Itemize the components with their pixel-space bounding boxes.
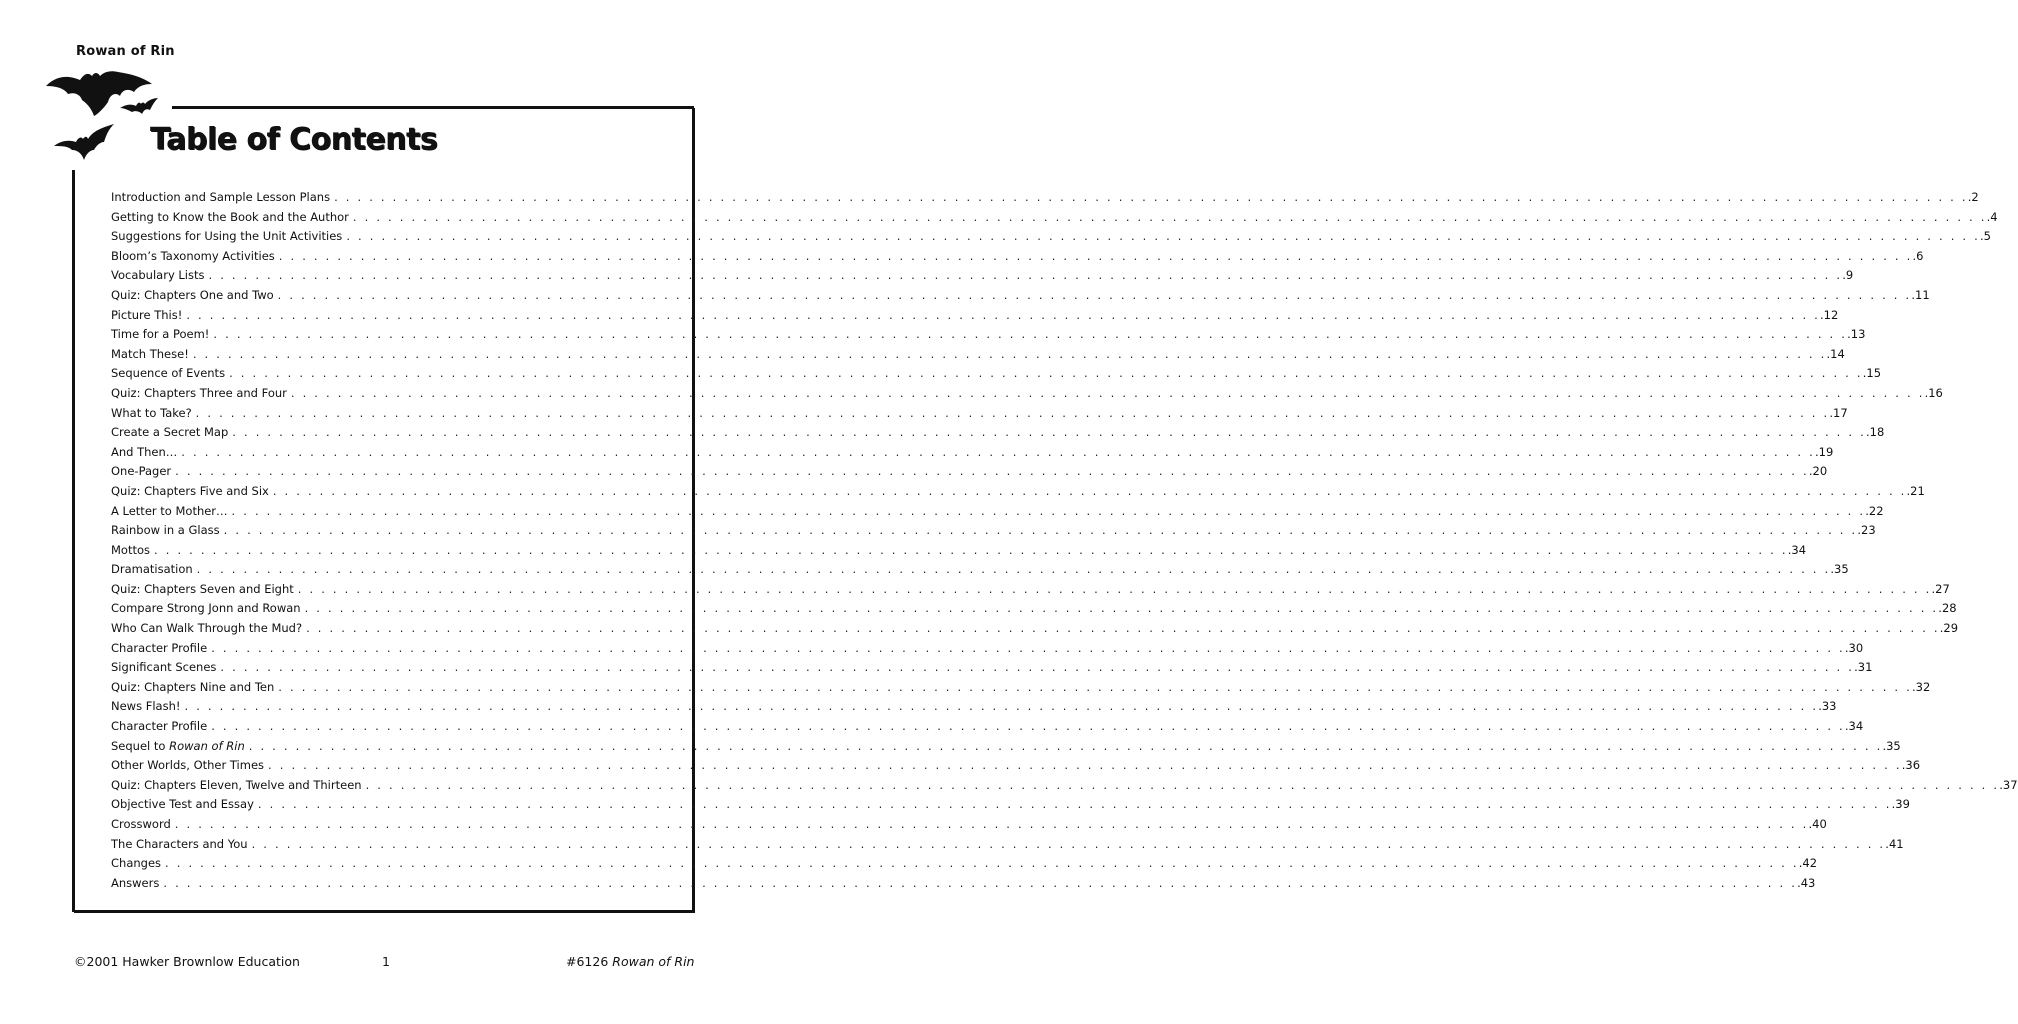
toc-leader-dots: . . . . . . . . . . . . . . . . . . . . . . . . . . . . . . . . . . . . . . . . . . . . . . . . . . . . . . . . . . . . . . . . . . . . . . . . . . . . . . . . . . . . . . . . . . . . . . . . . . . . . . . . . . . . . . . . . . . . . . . . . . . . . . . . . . . . . . . . . . . . xyxy=(229,366,1863,381)
toc-entry xyxy=(111,503,1884,524)
toc-entry-page: .36 xyxy=(1901,758,1921,773)
toc-entry-label-text: Picture This! xyxy=(111,307,183,322)
toc-leader-dots: . . . . . . . . . . . . . . . . . . . . . . . . . . . . . . . . . . . . . . . . . . . . . . . . . . . . . . . . . . . . . . . . . . . . . . . . . . . . . . . . . . . . . . . . . . . . . . . . . . . . . . . . . . . . . . . . . . . . . . . . . . . . . . . . . . . . . . . . . . . . xyxy=(186,307,1821,322)
toc-entry-page: .9 xyxy=(1842,268,1854,283)
toc-entry-label xyxy=(111,876,163,890)
toc-leader-dots: . . . . . . . . . . . . . . . . . . . . . . . . . . . . . . . . . . . . . . . . . . . . . . . . . . . . . . . . . . . . . . . . . . . . . . . . . . . . . . . . . . . . . . . . . . . . . . . . . . . . . . . . . . . . . . . . . . . . . . . . . . . . . . . . . . . . . . . . . . . . xyxy=(195,405,1830,420)
toc-entry-label-text: Match These! xyxy=(111,346,189,361)
toc-entry-label xyxy=(111,778,366,792)
toc-leader-dots: . . . . . . . . . . . . . . . . . . . . . . . . . . . . . . . . . . . . . . . . . . . . . . . . . . . . . . . . . . . . . . . . . . . . . . . . . . . . . . . . . . . . . . . . . . . . . . . . . . . . . . . . . . . . . . . . . . . . . . . . . . . . . . . . . . . . . . . . . . . . xyxy=(211,719,1845,734)
toc-entry-label xyxy=(111,229,346,243)
toc-leader-dots: . . . . . . . . . . . . . . . . . . . . . . . . . . . . . . . . . . . . . . . . . . . . . . . . . . . . . . . . . . . . . . . . . . . . . . . . . . . . . . . . . . . . . . . . . . . . . . . . . . . . . . . . . . . . . . . . . . . . . . . . . . . . . . . . . . . . . . . . . . . . xyxy=(174,817,1809,831)
footer-catalog xyxy=(566,954,694,969)
toc-entry xyxy=(111,699,1837,719)
toc-entry-label-text: Suggestions for Using the Unit Activities xyxy=(111,229,343,244)
toc-leader-dots: . . . . . . . . . . . . . . . . . . . . . . . . . . . . . . . . . . . . . . . . . . . . . . . . . . . . . . . . . . . . . . . . . . . . . . . . . . . . . . . . . . . . . . . . . . . . . . . . . . . . . . . . . . . . . . . . . . . . . . . . . . . . . . . . . . . . . . . . . . . . xyxy=(268,758,1902,773)
toc-entry-label-text: Quiz: Chapters Three and Four xyxy=(111,385,287,400)
toc-entry xyxy=(111,777,2018,798)
toc-entry-page: .23 xyxy=(1857,523,1876,538)
toc-entry-label xyxy=(111,347,193,361)
toc-entry-page: .37 xyxy=(1999,777,2018,792)
toc-leader-dots: . . . . . . . . . . . . . . . . . . . . . . . . . . . . . . . . . . . . . . . . . . . . . . . . . . . . . . . . . . . . . . . . . . . . . . . . . . . . . . . . . . . . . . . . . . . . . . . . . . . . . . . . . . . . . . . . . . . . . . . . . . . . . . . . . . . . . . . . . . . . xyxy=(165,856,1799,871)
toc-leader-dots: . . . . . . . . . . . . . . . . . . . . . . . . . . . . . . . . . . . . . . . . . . . . . . . . . . . . . . . . . . . . . . . . . . . . . . . . . . . . . . . . . . . . . . . . . . . . . . . . . . . . . . . . . . . . . . . . . . . . . . . . . . . . . . . . . . . . . . . . . . . . xyxy=(154,542,1788,557)
toc-entry xyxy=(111,209,1998,230)
toc-entry-label-text: Quiz: Chapters Eleven, Twelve and Thirteen xyxy=(111,777,362,792)
toc-entry-label-text: Significant Scenes xyxy=(111,660,217,675)
toc-entry-label xyxy=(111,268,209,282)
toc-entry-page: .32 xyxy=(1911,679,1931,694)
toc-entry-page: .18 xyxy=(1865,425,1885,440)
toc-entry xyxy=(111,190,1979,210)
footer-page-number: 1 xyxy=(382,954,390,969)
toc-entry-label-text: The Characters and You xyxy=(111,836,248,851)
toc-entry-label-text: Other Worlds, Other Times xyxy=(111,758,265,773)
toc-entry-page: .12 xyxy=(1820,307,1839,322)
toc-leader-dots: . . . . . . . . . . . . . . . . . . . . . . . . . . . . . . . . . . . . . . . . . . . . . . . . . . . . . . . . . . . . . . . . . . . . . . . . . . . . . . . . . . . . . . . . . . . . . . . . . . . . . . . . . . . . . . . . . . . . . . . . . . . . . . . . . . . . . . . . . . . . xyxy=(192,346,1827,361)
toc-entry-label-text: Getting to Know the Book and the Author xyxy=(111,209,349,224)
toc-entry-page: .20 xyxy=(1808,464,1828,479)
toc-entry-page: .42 xyxy=(1798,856,1818,871)
toc-leader-dots: . . . . . . . . . . . . . . . . . . . . . . . . . . . . . . . . . . . . . . . . . . . . . . . . . . . . . . . . . . . . . . . . . . . . . . . . . . . . . . . . . . . . . . . . . . . . . . . . . . . . . . . . . . . . . . . . . . . . . . . . . . . . . . . . . . . . . . . . . . . . xyxy=(213,327,1848,342)
toc-entry xyxy=(111,621,1959,641)
toc-entry-label xyxy=(111,425,232,439)
toc-entry xyxy=(111,483,1925,504)
toc-entry xyxy=(111,719,1864,739)
toc-entry xyxy=(111,797,1910,817)
toc-entry xyxy=(111,758,1921,778)
toc-entry xyxy=(111,601,1957,621)
toc-entry-label-text: Answers xyxy=(111,875,160,890)
toc-entry-label xyxy=(111,543,154,557)
toc-entry-label xyxy=(111,523,224,537)
toc-entry-label xyxy=(111,837,252,851)
toc-entry-label-text: Create a Secret Map xyxy=(111,425,229,440)
toc-leader-dots: . . . . . . . . . . . . . . . . . . . . . . . . . . . . . . . . . . . . . . . . . . . . . . . . . . . . . . . . . . . . . . . . . . . . . . . . . . . . . . . . . . . . . . . . . . . . . . . . . . . . . . . . . . . . . . . . . . . . . . . . . . . . . . . . . . . . . . . . . . . . xyxy=(306,621,1940,636)
toc-leader-dots: . . . . . . . . . . . . . . . . . . . . . . . . . . . . . . . . . . . . . . . . . . . . . . . . . . . . . . . . . . . . . . . . . . . . . . . . . . . . . . . . . . . . . . . . . . . . . . . . . . . . . . . . . . . . . . . . . . . . . . . . . . . . . . . . . . . . . . . . . . . . xyxy=(251,836,1886,851)
toc-leader-dots: . . . . . . . . . . . . . . . . . . . . . . . . . . . . . . . . . . . . . . . . . . . . . . . . . . . . . . . . . . . . . . . . . . . . . . . . . . . . . . . . . . . . . . . . . . . . . . . . . . . . . . . . . . . . . . . . . . . . . . . . . . . . . . . . . . . . . . . . . . . . xyxy=(346,229,1981,244)
toc-entry xyxy=(111,660,1873,680)
toc-entry-label xyxy=(111,758,268,772)
toc-leader-dots: . . . . . . . . . . . . . . . . . . . . . . . . . . . . . . . . . . . . . . . . . . . . . . . . . . . . . . . . . . . . . . . . . . . . . . . . . . . . . . . . . . . . . . . . . . . . . . . . . . . . . . . . . . . . . . . . . . . . . . . . . . . . . . . . . . . . . . . . . . . . xyxy=(231,503,1866,518)
toc-leader-dots: . . . . . . . . . . . . . . . . . . . . . . . . . . . . . . . . . . . . . . . . . . . . . . . . . . . . . . . . . . . . . . . . . . . . . . . . . . . . . . . . . . . . . . . . . . . . . . . . . . . . . . . . . . . . . . . . . . . . . . . . . . . . . . . . . . . . . . . . . . . . xyxy=(297,581,1932,596)
toc-entry xyxy=(111,346,1845,367)
toc-entry xyxy=(111,385,1943,406)
toc-entry xyxy=(111,581,1950,602)
toc-leader-dots: . . . . . . . . . . . . . . . . . . . . . . . . . . . . . . . . . . . . . . . . . . . . . . . . . . . . . . . . . . . . . . . . . . . . . . . . . . . . . . . . . . . . . . . . . . . . . . . . . . . . . . . . . . . . . . . . . . . . . . . . . . . . . . . . . . . . . . . . . . . . xyxy=(184,699,1819,714)
toc-leader-dots: . . . . . . . . . . . . . . . . . . . . . . . . . . . . . . . . . . . . . . . . . . . . . . . . . . . . . . . . . . . . . . . . . . . . . . . . . . . . . . . . . . . . . . . . . . . . . . . . . . . . . . . . . . . . . . . . . . . . . . . . . . . . . . . . . . . . . . . . . . . . xyxy=(352,209,1987,224)
toc-entry-label xyxy=(111,327,213,341)
toc-entry-page: .41 xyxy=(1885,836,1904,851)
toc-leader-dots: . . . . . . . . . . . . . . . . . . . . . . . . . . . . . . . . . . . . . . . . . . . . . . . . . . . . . . . . . . . . . . . . . . . . . . . . . . . . . . . . . . . . . . . . . . . . . . . . . . . . . . . . . . . . . . . . . . . . . . . . . . . . . . . . . . . . . . . . . . . . xyxy=(277,287,1912,302)
toc-entry-page: .17 xyxy=(1829,405,1848,420)
toc-entry-label xyxy=(111,288,278,302)
toc-entry-label-text: Character Profile xyxy=(111,640,208,655)
toc-leader-dots: . . . . . . . . . . . . . . . . . . . . . . . . . . . . . . . . . . . . . . . . . . . . . . . . . . . . . . . . . . . . . . . . . . . . . . . . . . . . . . . . . . . . . . . . . . . . . . . . . . . . . . . . . . . . . . . . . . . . . . . . . . . . . . . . . . . . . . . . . . . . xyxy=(334,190,1968,204)
toc-entry xyxy=(111,562,1849,582)
toc-entry xyxy=(111,405,1848,426)
toc-entry-page: .15 xyxy=(1862,366,1882,381)
toc-entry-label-text: Rainbow in a Glass xyxy=(111,523,220,538)
toc-entry-page: .40 xyxy=(1808,817,1827,831)
toc-entry-label xyxy=(111,366,229,380)
toc-entry-label xyxy=(111,249,279,263)
toc-entry-label xyxy=(111,308,186,322)
toc-leader-dots: . . . . . . . . . . . . . . . . . . . . . . . . . . . . . . . . . . . . . . . . . . . . . . . . . . . . . . . . . . . . . . . . . . . . . . . . . . . . . . . . . . . . . . . . . . . . . . . . . . . . . . . . . . . . . . . . . . . . . . . . . . . . . . . . . . . . . . . . . . . . xyxy=(272,483,1907,498)
toc-entry-label xyxy=(111,856,165,870)
toc-entry-label xyxy=(111,660,220,674)
toc-leader-dots: . . . . . . . . . . . . . . . . . . . . . . . . . . . . . . . . . . . . . . . . . . . . . . . . . . . . . . . . . . . . . . . . . . . . . . . . . . . . . . . . . . . . . . . . . . . . . . . . . . . . . . . . . . . . . . . . . . . . . . . . . . . . . . . . . . . . . . . . . . . . xyxy=(278,248,1913,263)
footer-copyright: ©2001 Hawker Brownlow Education xyxy=(74,954,300,969)
toc-entry-label-italic: Rowan of Rin xyxy=(169,738,245,753)
toc-entry-page: .14 xyxy=(1826,346,1845,361)
toc-entry-label xyxy=(111,210,353,224)
toc-entry-label-text: Quiz: Chapters Five and Six xyxy=(111,483,269,498)
footer-catalog-title: Rowan of Rin xyxy=(612,954,695,969)
toc-entry-label xyxy=(111,719,211,733)
toc-entry-label-text: Vocabulary Lists xyxy=(111,268,205,283)
toc-entry-page: .2 xyxy=(1967,190,1979,204)
toc-entry-label xyxy=(111,582,298,596)
toc-entry-label xyxy=(111,797,258,811)
toc-entry-page: .35 xyxy=(1882,738,1901,753)
toc-entry-page: .30 xyxy=(1844,640,1864,655)
toc-entry xyxy=(111,875,1816,896)
toc-leader-dots: . . . . . . . . . . . . . . . . . . . . . . . . . . . . . . . . . . . . . . . . . . . . . . . . . . . . . . . . . . . . . . . . . . . . . . . . . . . . . . . . . . . . . . . . . . . . . . . . . . . . . . . . . . . . . . . . . . . . . . . . . . . . . . . . . . . . . . . . . . . . xyxy=(220,660,1855,675)
toc-entry xyxy=(111,229,1991,249)
toc-entry-label-text: Quiz: Chapters Seven and Eight xyxy=(111,581,294,596)
toc-leader-dots: . . . . . . . . . . . . . . . . . . . . . . . . . . . . . . . . . . . . . . . . . . . . . . . . . . . . . . . . . . . . . . . . . . . . . . . . . . . . . . . . . . . . . . . . . . . . . . . . . . . . . . . . . . . . . . . . . . . . . . . . . . . . . . . . . . . . . . . . . . . . xyxy=(365,777,2000,792)
toc-entry-label xyxy=(111,386,291,400)
toc-entry-label-text: Time for a Poem! xyxy=(111,327,210,342)
toc-entry xyxy=(111,307,1839,328)
toc-leader-dots: . . . . . . . . . . . . . . . . . . . . . . . . . . . . . . . . . . . . . . . . . . . . . . . . . . . . . . . . . . . . . . . . . . . . . . . . . . . . . . . . . . . . . . . . . . . . . . . . . . . . . . . . . . . . . . . . . . . . . . . . . . . . . . . . . . . . . . . . . . . . xyxy=(211,640,1845,655)
toc-entry-page: .4 xyxy=(1986,209,1998,224)
toc-entry-label xyxy=(111,562,197,576)
toc-entry-page: .28 xyxy=(1938,601,1957,616)
toc-entry-label-text: What to Take? xyxy=(111,405,192,420)
toc-entry xyxy=(111,679,1931,700)
toc-entry-label-text: Compare Strong Jonn and Rowan xyxy=(111,601,301,616)
toc-entry xyxy=(111,523,1876,543)
toc-entry-label xyxy=(111,641,211,655)
toc-leader-dots: . . . . . . . . . . . . . . . . . . . . . . . . . . . . . . . . . . . . . . . . . . . . . . . . . . . . . . . . . . . . . . . . . . . . . . . . . . . . . . . . . . . . . . . . . . . . . . . . . . . . . . . . . . . . . . . . . . . . . . . . . . . . . . . . . . . . . . . . . . . . xyxy=(290,385,1925,400)
toc-entry-label xyxy=(111,406,196,420)
toc-entry-label-text: Sequence of Events xyxy=(111,366,226,381)
toc-entry-page: .16 xyxy=(1924,385,1943,400)
toc-entry xyxy=(111,640,1864,661)
toc-entry xyxy=(111,856,1818,876)
toc-entry-label xyxy=(111,817,175,831)
toc-entry-label-text: Objective Test and Essay xyxy=(111,797,254,812)
toc-entry-page: .6 xyxy=(1912,248,1924,263)
toc-entry-label-text: Dramatisation xyxy=(111,562,193,577)
toc-leader-dots: . . . . . . . . . . . . . . . . . . . . . . . . . . . . . . . . . . . . . . . . . . . . . . . . . . . . . . . . . . . . . . . . . . . . . . . . . . . . . . . . . . . . . . . . . . . . . . . . . . . . . . . . . . . . . . . . . . . . . . . . . . . . . . . . . . . . . . . . . . . . xyxy=(208,268,1843,283)
toc-entry-label xyxy=(111,190,334,204)
toc-entry-page: .19 xyxy=(1815,444,1834,459)
toc-entry-label-text: Character Profile xyxy=(111,719,208,734)
toc-leader-dots: . . . . . . . . . . . . . . . . . . . . . . . . . . . . . . . . . . . . . . . . . . . . . . . . . . . . . . . . . . . . . . . . . . . . . . . . . . . . . . . . . . . . . . . . . . . . . . . . . . . . . . . . . . . . . . . . . . . . . . . . . . . . . . . . . . . . . . . . . . . . xyxy=(163,875,1798,890)
header-book-title: Rowan of Rin xyxy=(76,44,175,59)
toc-entry-page: .31 xyxy=(1854,660,1873,675)
toc-entry-page: .11 xyxy=(1911,287,1930,302)
toc-entry xyxy=(111,542,1807,563)
toc-leader-dots: . . . . . . . . . . . . . . . . . . . . . . . . . . . . . . . . . . . . . . . . . . . . . . . . . . . . . . . . . . . . . . . . . . . . . . . . . . . . . . . . . . . . . . . . . . . . . . . . . . . . . . . . . . . . . . . . . . . . . . . . . . . . . . . . . . . . . . . . . . . . xyxy=(223,523,1858,538)
toc-entry-label xyxy=(111,484,273,498)
toc-entry-label xyxy=(111,699,184,713)
toc-entry-page: .13 xyxy=(1847,327,1866,342)
toc-entry xyxy=(111,268,1854,288)
toc-entry xyxy=(111,738,1901,759)
toc-entry xyxy=(111,248,1924,269)
toc-entry-label xyxy=(111,739,249,753)
toc-entry xyxy=(111,425,1885,445)
toc-leader-dots: . . . . . . . . . . . . . . . . . . . . . . . . . . . . . . . . . . . . . . . . . . . . . . . . . . . . . . . . . . . . . . . . . . . . . . . . . . . . . . . . . . . . . . . . . . . . . . . . . . . . . . . . . . . . . . . . . . . . . . . . . . . . . . . . . . . . . . . . . . . . xyxy=(278,679,1912,694)
toc-entry-label-text: Introduction and Sample Lesson Plans xyxy=(111,190,331,204)
toc-entry xyxy=(111,287,1930,308)
toc-entry-label xyxy=(111,504,232,518)
toc-leader-dots: . . . . . . . . . . . . . . . . . . . . . . . . . . . . . . . . . . . . . . . . . . . . . . . . . . . . . . . . . . . . . . . . . . . . . . . . . . . . . . . . . . . . . . . . . . . . . . . . . . . . . . . . . . . . . . . . . . . . . . . . . . . . . . . . . . . . . . . . . . . . xyxy=(175,464,1809,479)
toc-entry-label xyxy=(111,445,181,459)
toc-entry-page: .33 xyxy=(1818,699,1837,714)
footer-catalog-prefix: #6126 xyxy=(566,954,613,969)
toc-entry-page: .34 xyxy=(1844,719,1864,734)
toc-entry-label-text: Mottos xyxy=(111,542,151,557)
toc-entry xyxy=(111,817,1827,837)
toc-entry xyxy=(111,327,1866,347)
toc-entry xyxy=(111,464,1828,484)
toc-entry-label-text: A Letter to Mother… xyxy=(111,503,228,518)
toc-entry-label-text: Crossword xyxy=(111,817,171,831)
toc-entry-label-text: Quiz: Chapters Nine and Ten xyxy=(111,679,275,694)
toc-leader-dots: . . . . . . . . . . . . . . . . . . . . . . . . . . . . . . . . . . . . . . . . . . . . . . . . . . . . . . . . . . . . . . . . . . . . . . . . . . . . . . . . . . . . . . . . . . . . . . . . . . . . . . . . . . . . . . . . . . . . . . . . . . . . . . . . . . . . . . . . . . . . xyxy=(248,738,1883,753)
toc-entry-page: .27 xyxy=(1931,581,1950,596)
toc-leader-dots: . . . . . . . . . . . . . . . . . . . . . . . . . . . . . . . . . . . . . . . . . . . . . . . . . . . . . . . . . . . . . . . . . . . . . . . . . . . . . . . . . . . . . . . . . . . . . . . . . . . . . . . . . . . . . . . . . . . . . . . . . . . . . . . . . . . . . . . . . . . . xyxy=(181,444,1815,459)
toc-entry-page: .39 xyxy=(1891,797,1910,812)
toc-entry-page: .43 xyxy=(1797,875,1816,890)
toc-entry-label xyxy=(111,621,306,635)
page-title: Table of Contents xyxy=(150,122,438,157)
toc-entry-page: .5 xyxy=(1980,229,1991,244)
toc-entry-label-text: Who Can Walk Through the Mud? xyxy=(111,621,303,636)
toc-entry-page: .34 xyxy=(1787,542,1807,557)
toc-entry xyxy=(111,444,1834,465)
toc-entry-label xyxy=(111,601,305,615)
toc-entry-label-text: Bloom’s Taxonomy Activities xyxy=(111,248,275,263)
toc-entry xyxy=(111,366,1882,386)
toc-leader-dots: . . . . . . . . . . . . . . . . . . . . . . . . . . . . . . . . . . . . . . . . . . . . . . . . . . . . . . . . . . . . . . . . . . . . . . . . . . . . . . . . . . . . . . . . . . . . . . . . . . . . . . . . . . . . . . . . . . . . . . . . . . . . . . . . . . . . . . . . . . . . xyxy=(232,425,1866,440)
toc-leader-dots: . . . . . . . . . . . . . . . . . . . . . . . . . . . . . . . . . . . . . . . . . . . . . . . . . . . . . . . . . . . . . . . . . . . . . . . . . . . . . . . . . . . . . . . . . . . . . . . . . . . . . . . . . . . . . . . . . . . . . . . . . . . . . . . . . . . . . . . . . . . . xyxy=(196,562,1831,577)
toc-entry-page: .29 xyxy=(1939,621,1959,636)
toc-list xyxy=(111,190,2018,895)
toc-entry-page: .22 xyxy=(1865,503,1884,518)
toc-entry-label-text: News Flash! xyxy=(111,699,181,714)
toc-entry-label xyxy=(111,680,278,694)
toc-leader-dots: . . . . . . . . . . . . . . . . . . . . . . . . . . . . . . . . . . . . . . . . . . . . . . . . . . . . . . . . . . . . . . . . . . . . . . . . . . . . . . . . . . . . . . . . . . . . . . . . . . . . . . . . . . . . . . . . . . . . . . . . . . . . . . . . . . . . . . . . . . . . xyxy=(257,797,1892,812)
toc-entry-page: .35 xyxy=(1830,562,1849,577)
toc-entry-label-text: One-Pager xyxy=(111,464,172,479)
toc-entry-label-text: Changes xyxy=(111,856,162,871)
toc-entry-label xyxy=(111,464,175,478)
toc-entry-page: .21 xyxy=(1906,483,1925,498)
toc-leader-dots: . . . . . . . . . . . . . . . . . . . . . . . . . . . . . . . . . . . . . . . . . . . . . . . . . . . . . . . . . . . . . . . . . . . . . . . . . . . . . . . . . . . . . . . . . . . . . . . . . . . . . . . . . . . . . . . . . . . . . . . . . . . . . . . . . . . . . . . . . . . . xyxy=(304,601,1939,616)
toc-entry-label-text: Quiz: Chapters One and Two xyxy=(111,287,274,302)
toc-entry-label-text: Sequel to xyxy=(111,738,170,753)
toc-entry xyxy=(111,836,1904,857)
toc-entry-label-text: And Then… xyxy=(111,444,178,459)
